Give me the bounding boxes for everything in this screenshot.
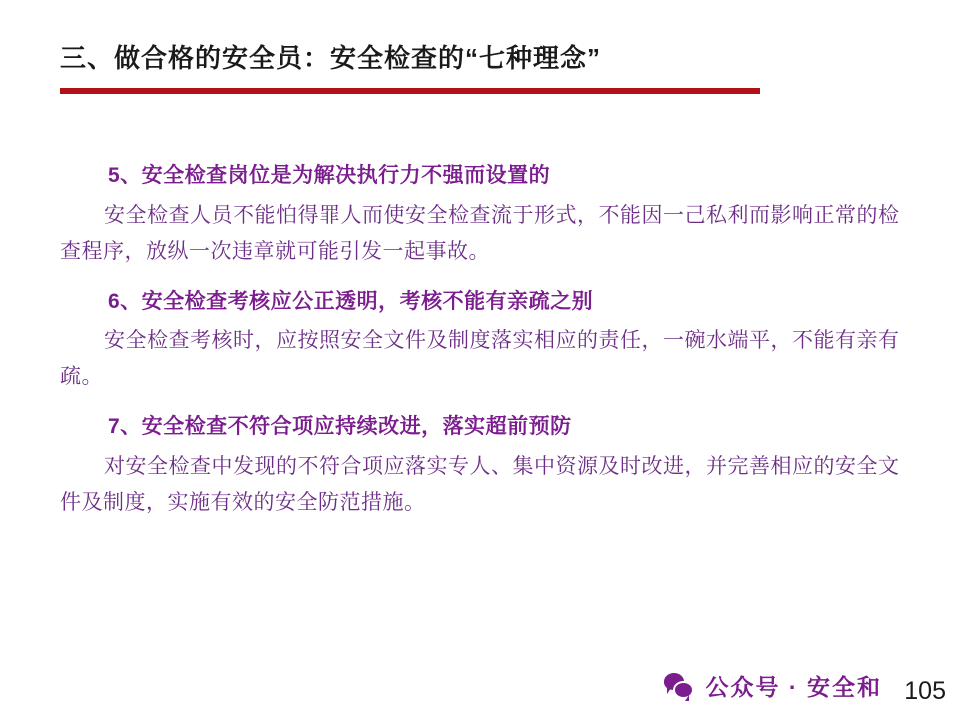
point-heading-5: 5、安全检查岗位是为解决执行力不强而设置的: [108, 164, 551, 187]
wechat-icon: [664, 673, 694, 699]
point-body-5: 安全检查人员不能怕得罪人而使安全检查流于形式，不能因一己私利而影响正常的检查程序，放纵一次违章就可能引发一起事故。: [60, 203, 900, 263]
brand-label: 公众号 · 安全和: [705, 674, 882, 700]
page-number: 105: [904, 677, 946, 705]
page-title: 三、做合格的安全员：安全检查的“七种理念”: [60, 43, 602, 73]
footer-brand: [664, 669, 882, 702]
title-divider: [60, 88, 760, 94]
slide-body: [60, 160, 900, 531]
point-heading-7: 7、安全检查不符合项应持续改进，落实超前预防: [108, 415, 572, 439]
point-body-6: 安全检查考核时，应按照安全文件及制度落实相应的责任，一碗水端平，不能有亲有疏。: [60, 329, 900, 389]
point-heading-6: 6、安全检查考核应公正透明，考核不能有亲疏之别: [108, 289, 594, 313]
point-body-7: 对安全检查中发现的不符合项应落实专人、集中资源及时改进，并完善相应的安全文件及制度，实施有效的安全防范措施。: [60, 454, 900, 515]
